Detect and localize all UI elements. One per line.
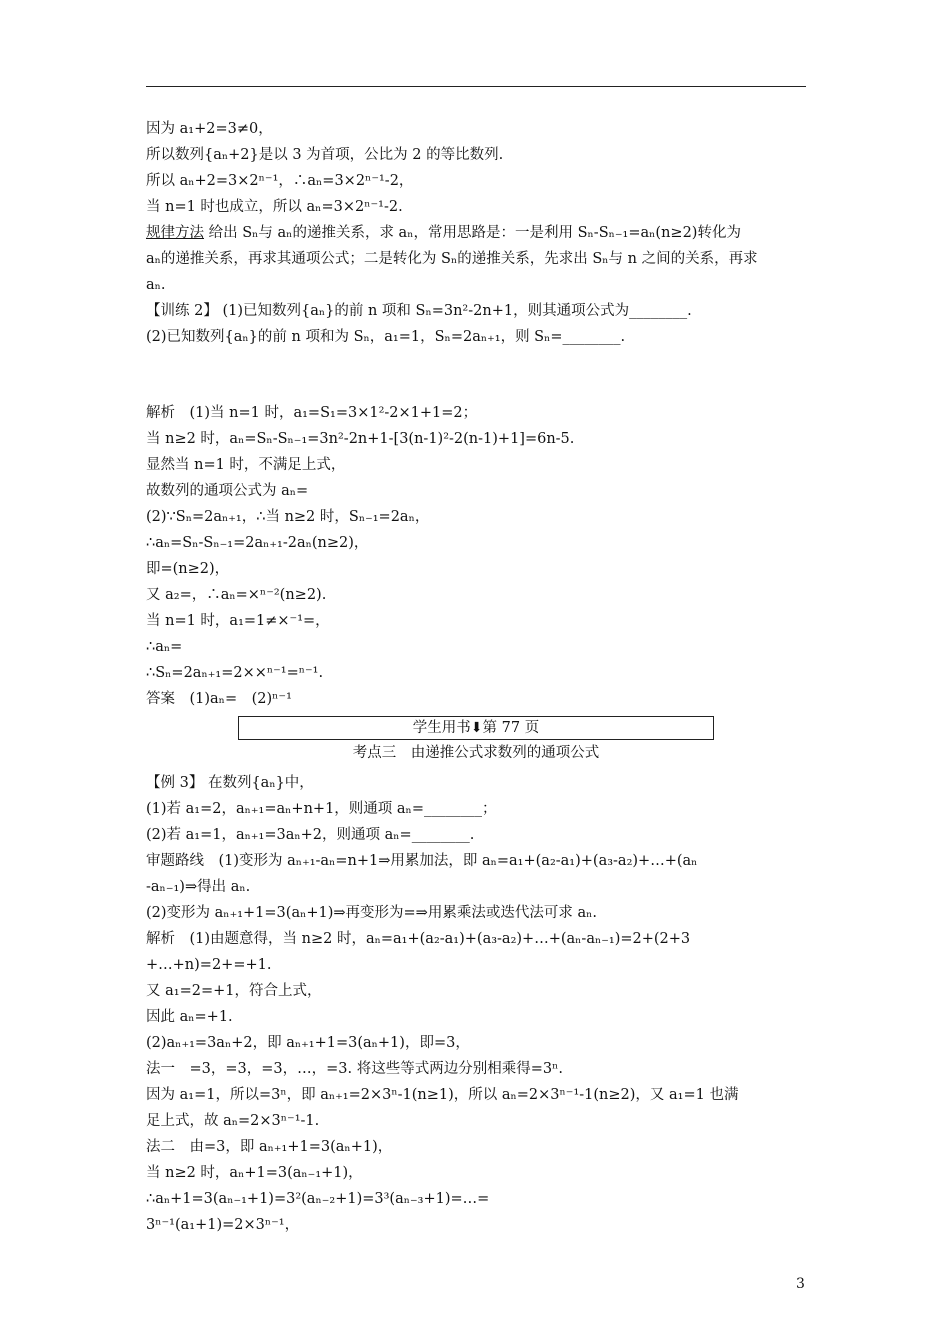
- banner-right: 第 77 页: [482, 720, 540, 736]
- method-label: 规律方法: [146, 225, 204, 241]
- solution-line: ∴aₙ=: [146, 639, 183, 655]
- example-line: (2)aₙ₊₁=3aₙ+2，即 aₙ₊₁+1=3(aₙ+1)，即=3，: [146, 1035, 470, 1051]
- text-line: 因为 a₁+2=3≠0，: [146, 121, 273, 137]
- method-line: aₙ的递推关系，再求其通项公式；二是转化为 Sₙ的递推关系，先求出 Sₙ与 n 之间的关系，再求: [146, 251, 758, 267]
- solution-line: 故数列的通项公式为 aₙ=: [146, 483, 309, 499]
- example-line: (2)若 a₁=1，aₙ₊₁=3aₙ+2，则通项 aₙ=________.: [146, 827, 475, 843]
- example-line: (2)变形为 aₙ₊₁+1=3(aₙ+1)⇒再变形为=⇒用累乘法或迭代法可求 aₙ.: [146, 905, 597, 921]
- text-line: 所以 aₙ+2=3×2ⁿ⁻¹，∴aₙ=3×2ⁿ⁻¹-2，: [146, 173, 414, 189]
- solution-line: 显然当 n=1 时，不满足上式，: [146, 457, 346, 473]
- example-line: 又 a₁=2=+1，符合上式，: [146, 983, 322, 999]
- solution-line: 即=(n≥2)，: [146, 561, 230, 577]
- example-line: 因此 aₙ=+1.: [146, 1009, 233, 1025]
- section-heading: 考点三 由递推公式求数列的通项公式: [352, 745, 600, 761]
- page-content: [146, 116, 808, 1238]
- example-line: 解析 (1)由题意得，当 n≥2 时，aₙ=a₁+(a₂-a₁)+(a₃-a₂)+…+(aₙ-aₙ₋₁)=2+(2+3: [146, 931, 691, 947]
- method-text: 给出 Sₙ与 aₙ的递推关系，求 aₙ，常用思路是：一是利用 Sₙ-Sₙ₋₁=aₙ(n≥2)转化为: [204, 225, 741, 241]
- solution-line: 当 n=1 时，a₁=1≠×⁻¹=，: [146, 613, 330, 629]
- example-line: 足上式，故 aₙ=2×3ⁿ⁻¹-1.: [146, 1113, 320, 1129]
- text-line: 当 n=1 时也成立，所以 aₙ=3×2ⁿ⁻¹-2.: [146, 199, 403, 215]
- section-banner-area: [146, 712, 808, 770]
- example-line: ∴aₙ+1=3(aₙ₋₁+1)=3²(aₙ₋₂+1)=3³(aₙ₋₃+1)=…=: [146, 1191, 490, 1207]
- page-number: 3: [796, 1276, 805, 1292]
- example-line: +…+n)=2+=+1.: [146, 957, 272, 973]
- example-line: -aₙ₋₁)⇒得出 aₙ.: [146, 879, 251, 895]
- example-line: 法二 由=3，即 aₙ₊₁+1=3(aₙ+1)，: [146, 1139, 393, 1155]
- banner-left: 学生用书: [412, 720, 471, 736]
- training-question: 【训练 2】 (1)已知数列{aₙ}的前 n 项和 Sₙ=3n²-2n+1，则其通项公式为________.: [146, 303, 692, 319]
- solution-line: 当 n≥2 时，aₙ=Sₙ-Sₙ₋₁=3n²-2n+1-[3(n-1)²-2(n-1)+1]=6n-5.: [146, 431, 575, 447]
- solution-line: 解析 (1)当 n=1 时，a₁=S₁=3×1²-2×1+1=2；: [146, 405, 478, 421]
- method-line: [146, 220, 808, 246]
- example-line: 因为 a₁=1，所以=3ⁿ，即 aₙ₊₁=2×3ⁿ-1(n≥1)，所以 aₙ=2×3ⁿ⁻¹-1(n≥2)，又 a₁=1 也满: [146, 1087, 739, 1103]
- solution-line: ∴Sₙ=2aₙ₊₁=2××ⁿ⁻¹=ⁿ⁻¹.: [146, 665, 324, 681]
- example-line: 3ⁿ⁻¹(a₁+1)=2×3ⁿ⁻¹，: [146, 1217, 300, 1233]
- example-line: 【例 3】 在数列{aₙ}中，: [146, 775, 314, 791]
- example-line: 审题路线 (1)变形为 aₙ₊₁-aₙ=n+1⇒用累加法，即 aₙ=a₁+(a₂-a₁)+(a₃-a₂)+…+(aₙ: [146, 853, 698, 869]
- training-question: (2)已知数列{aₙ}的前 n 项和为 Sₙ，a₁=1，Sₙ=2aₙ₊₁，则 Sₙ=________.: [146, 329, 626, 345]
- example-line: 当 n≥2 时，aₙ+1=3(aₙ₋₁+1)，: [146, 1165, 363, 1181]
- example-line: 法一 =3，=3，=3，…，=3. 将这些等式两边分别相乘得=3ⁿ.: [146, 1061, 563, 1077]
- solution-line: ∴aₙ=Sₙ-Sₙ₋₁=2aₙ₊₁-2aₙ(n≥2)，: [146, 535, 369, 551]
- solution-line: (2)∵Sₙ=2aₙ₊₁，∴当 n≥2 时，Sₙ₋₁=2aₙ，: [146, 509, 430, 525]
- solution-line: 又 a₂=，∴aₙ=×ⁿ⁻²(n≥2).: [146, 587, 327, 603]
- method-line: aₙ.: [146, 277, 166, 293]
- header-rule: [146, 86, 806, 87]
- arrow-down-icon: ⬇: [470, 720, 483, 736]
- spacer: [146, 350, 808, 400]
- example-line: (1)若 a₁=2，aₙ₊₁=aₙ+n+1，则通项 aₙ=________；: [146, 801, 497, 817]
- student-book-banner: [238, 716, 714, 740]
- text-line: 所以数列{aₙ+2}是以 3 为首项，公比为 2 的等比数列.: [146, 147, 504, 163]
- answer-line: 答案 (1)aₙ= (2)ⁿ⁻¹: [146, 691, 292, 707]
